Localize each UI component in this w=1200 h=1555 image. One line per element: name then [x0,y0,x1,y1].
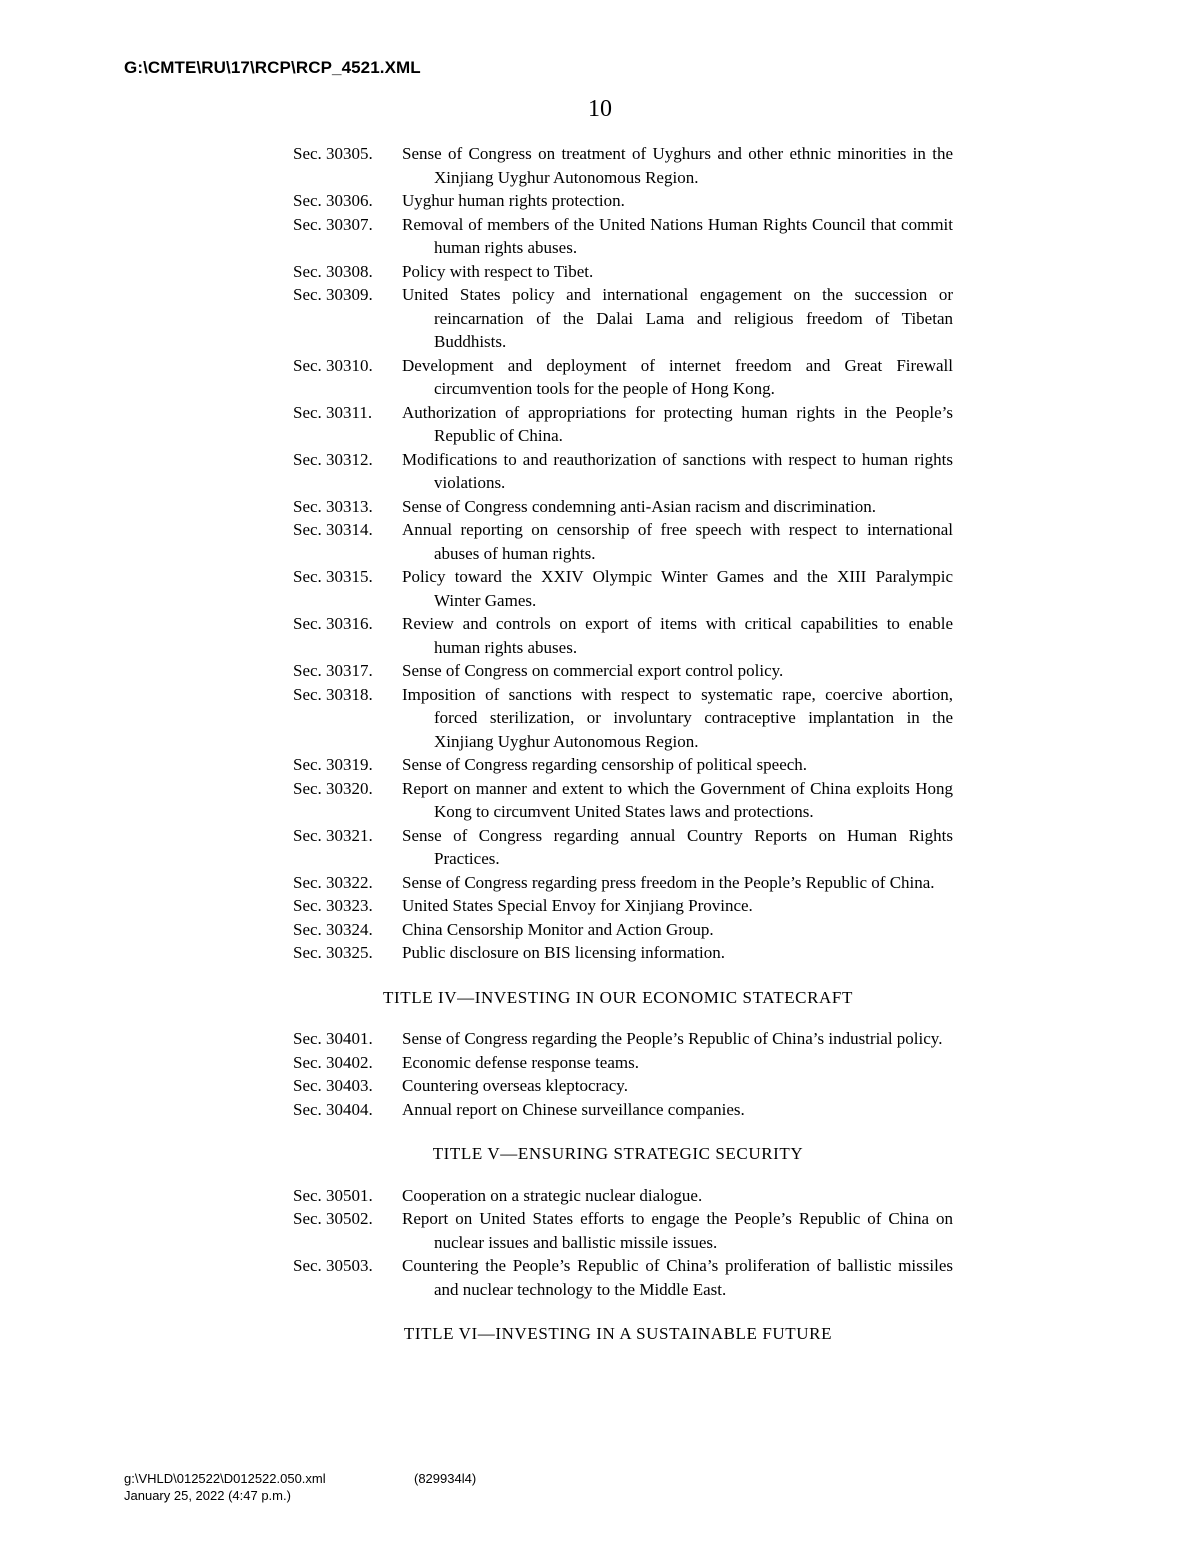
section-number: Sec. 30316. [293,614,373,633]
title-iv-heading: TITLE IV—INVESTING IN OUR ECONOMIC STATECRAFT [383,987,853,1007]
toc-entry [293,918,953,942]
section-number: Sec. 30324. [293,919,373,939]
footer-date: January 25, 2022 (4:47 p.m.) [124,1488,291,1503]
section-number: Sec. 30501. [293,1185,373,1205]
section-title: Development and deployment of internet freedom and Great Firewall circumvention tools for the people of Hong Kong. [402,355,953,398]
toc-entry [293,824,953,871]
section-title: Removal of members of the United Nations Human Rights Council that commit human rights abuses. [402,214,953,257]
title-vi-heading: TITLE VI—INVESTING IN A SUSTAINABLE FUTURE [403,1324,833,1343]
section-number: Sec. 30305. [293,144,373,163]
section-number: Sec. 30313. [293,496,373,516]
toc-entry [293,283,953,354]
section-title: Sense of Congress regarding press freedom in the People’s Republic of China. [402,872,935,892]
section-number: Sec. 30318. [293,684,373,704]
section-title: Economic defense response teams. [402,1052,639,1072]
toc-entry [293,1051,953,1075]
toc-entry [293,683,953,754]
header-file-path: G:\CMTE\RU\17\RCP\RCP_4521.XML [124,58,421,77]
section-title: United States policy and international engagement on the succession or reincarnation of the Dalai Lama and religious freedom of Tibetan Buddhists. [402,285,953,351]
section-number: Sec. 30315. [293,567,373,586]
toc-entry [293,1098,953,1122]
toc-entry [293,495,953,519]
section-title: Annual report on Chinese surveillance companies. [402,1099,745,1119]
section-number: Sec. 30404. [293,1099,373,1119]
section-number: Sec. 30309. [293,285,373,304]
section-title: Sense of Congress regarding censorship of political speech. [402,755,808,774]
section-title: Sense of Congress regarding annual Country Reports on Human Rights Practices. [402,825,953,868]
section-title: Policy with respect to Tibet. [402,261,594,281]
section-title: Sense of Congress on commercial export control policy. [402,661,784,680]
section-number: Sec. 30308. [293,261,373,281]
title-v-heading: TITLE V—ENSURING STRATEGIC SECURITY [432,1144,804,1163]
page-footer [124,1470,476,1504]
section-number: Sec. 30317. [293,661,373,680]
section-number: Sec. 30312. [293,449,373,469]
section-number: Sec. 30503. [293,1256,373,1275]
section-number: Sec. 30323. [293,896,373,915]
toc-entry [293,213,953,260]
toc-entry [293,448,953,495]
section-title: China Censorship Monitor and Action Group. [402,919,714,939]
section-number: Sec. 30322. [293,872,373,892]
section-title: United States Special Envoy for Xinjiang Province. [402,896,753,915]
section-title: Public disclosure on BIS licensing information. [402,943,725,962]
toc-entry [293,753,953,777]
table-of-contents [293,142,953,1346]
section-title: Cooperation on a strategic nuclear dialogue. [402,1185,703,1205]
section-title: Imposition of sanctions with respect to systematic rape, coercive abortion, forced sterilization, or involuntary contraceptive implantation in the Xinjiang Uyghur Autonomous Region. [402,684,953,751]
page-number: 10 [588,96,612,122]
toc-entry [293,1074,953,1098]
section-title: Sense of Congress on treatment of Uyghurs and other ethnic minorities in the Xinjiang Uyghur Autonomous Region. [402,144,953,187]
toc-entry [293,871,953,895]
toc-entry [293,1184,953,1208]
toc-entry [293,659,953,683]
section-title: Report on manner and extent to which the Government of China exploits Hong Kong to circumvent United States laws and protections. [402,778,953,821]
section-title: Review and controls on export of items with critical capabilities to enable human rights abuses. [402,614,953,657]
section-number: Sec. 30502. [293,1209,373,1228]
toc-entry [293,1207,953,1254]
toc-entry [293,518,953,565]
toc-entry [293,401,953,448]
section-number: Sec. 30325. [293,943,373,962]
toc-entry [293,1254,953,1301]
footer-code: (829934l4) [414,1471,477,1486]
section-title: Countering overseas kleptocracy. [402,1076,628,1095]
toc-entry [293,189,953,213]
section-number: Sec. 30403. [293,1076,373,1095]
section-title: Sense of Congress condemning anti-Asian racism and discrimination. [402,496,877,516]
section-number: Sec. 30402. [293,1052,373,1072]
toc-entry [293,1027,953,1051]
toc-group-title-iii [293,142,953,965]
section-title: Policy toward the XXIV Olympic Winter Games and the XIII Paralympic Winter Games. [402,567,953,610]
toc-group-title-iv [293,1027,953,1121]
toc-entry [293,612,953,659]
section-number: Sec. 30306. [293,191,373,210]
section-title: Authorization of appropriations for protecting human rights in the People’s Republic of China. [402,402,953,445]
section-number: Sec. 30310. [293,355,373,375]
toc-entry [293,777,953,824]
section-title: Uyghur human rights protection. [402,191,625,210]
section-number: Sec. 30321. [293,825,373,845]
section-title: Sense of Congress regarding the People’s Republic of China’s industrial policy. [402,1029,943,1048]
section-number: Sec. 30320. [293,778,373,798]
toc-entry [293,894,953,918]
section-title: Modifications to and reauthorization of sanctions with respect to human rights violations. [402,449,953,492]
section-title: Report on United States efforts to engage the People’s Republic of China on nuclear issues and ballistic missile issues. [402,1209,953,1252]
toc-entry [293,941,953,965]
section-number: Sec. 30319. [293,755,373,774]
section-number: Sec. 30314. [293,520,373,539]
section-title: Countering the People’s Republic of China’s proliferation of ballistic missiles and nuclear technology to the Middle East. [402,1256,953,1299]
toc-entry [293,354,953,401]
toc-entry [293,565,953,612]
toc-group-title-v [293,1184,953,1302]
footer-file-path: g:\VHLD\012522\D012522.050.xml [124,1471,326,1486]
footer-file-row [124,1470,476,1487]
toc-entry [293,260,953,284]
toc-entry [293,142,953,189]
section-number: Sec. 30307. [293,214,373,234]
section-number: Sec. 30401. [293,1029,373,1048]
section-number: Sec. 30311. [293,402,373,422]
section-title: Annual reporting on censorship of free speech with respect to international abuses of human rights. [402,520,953,563]
